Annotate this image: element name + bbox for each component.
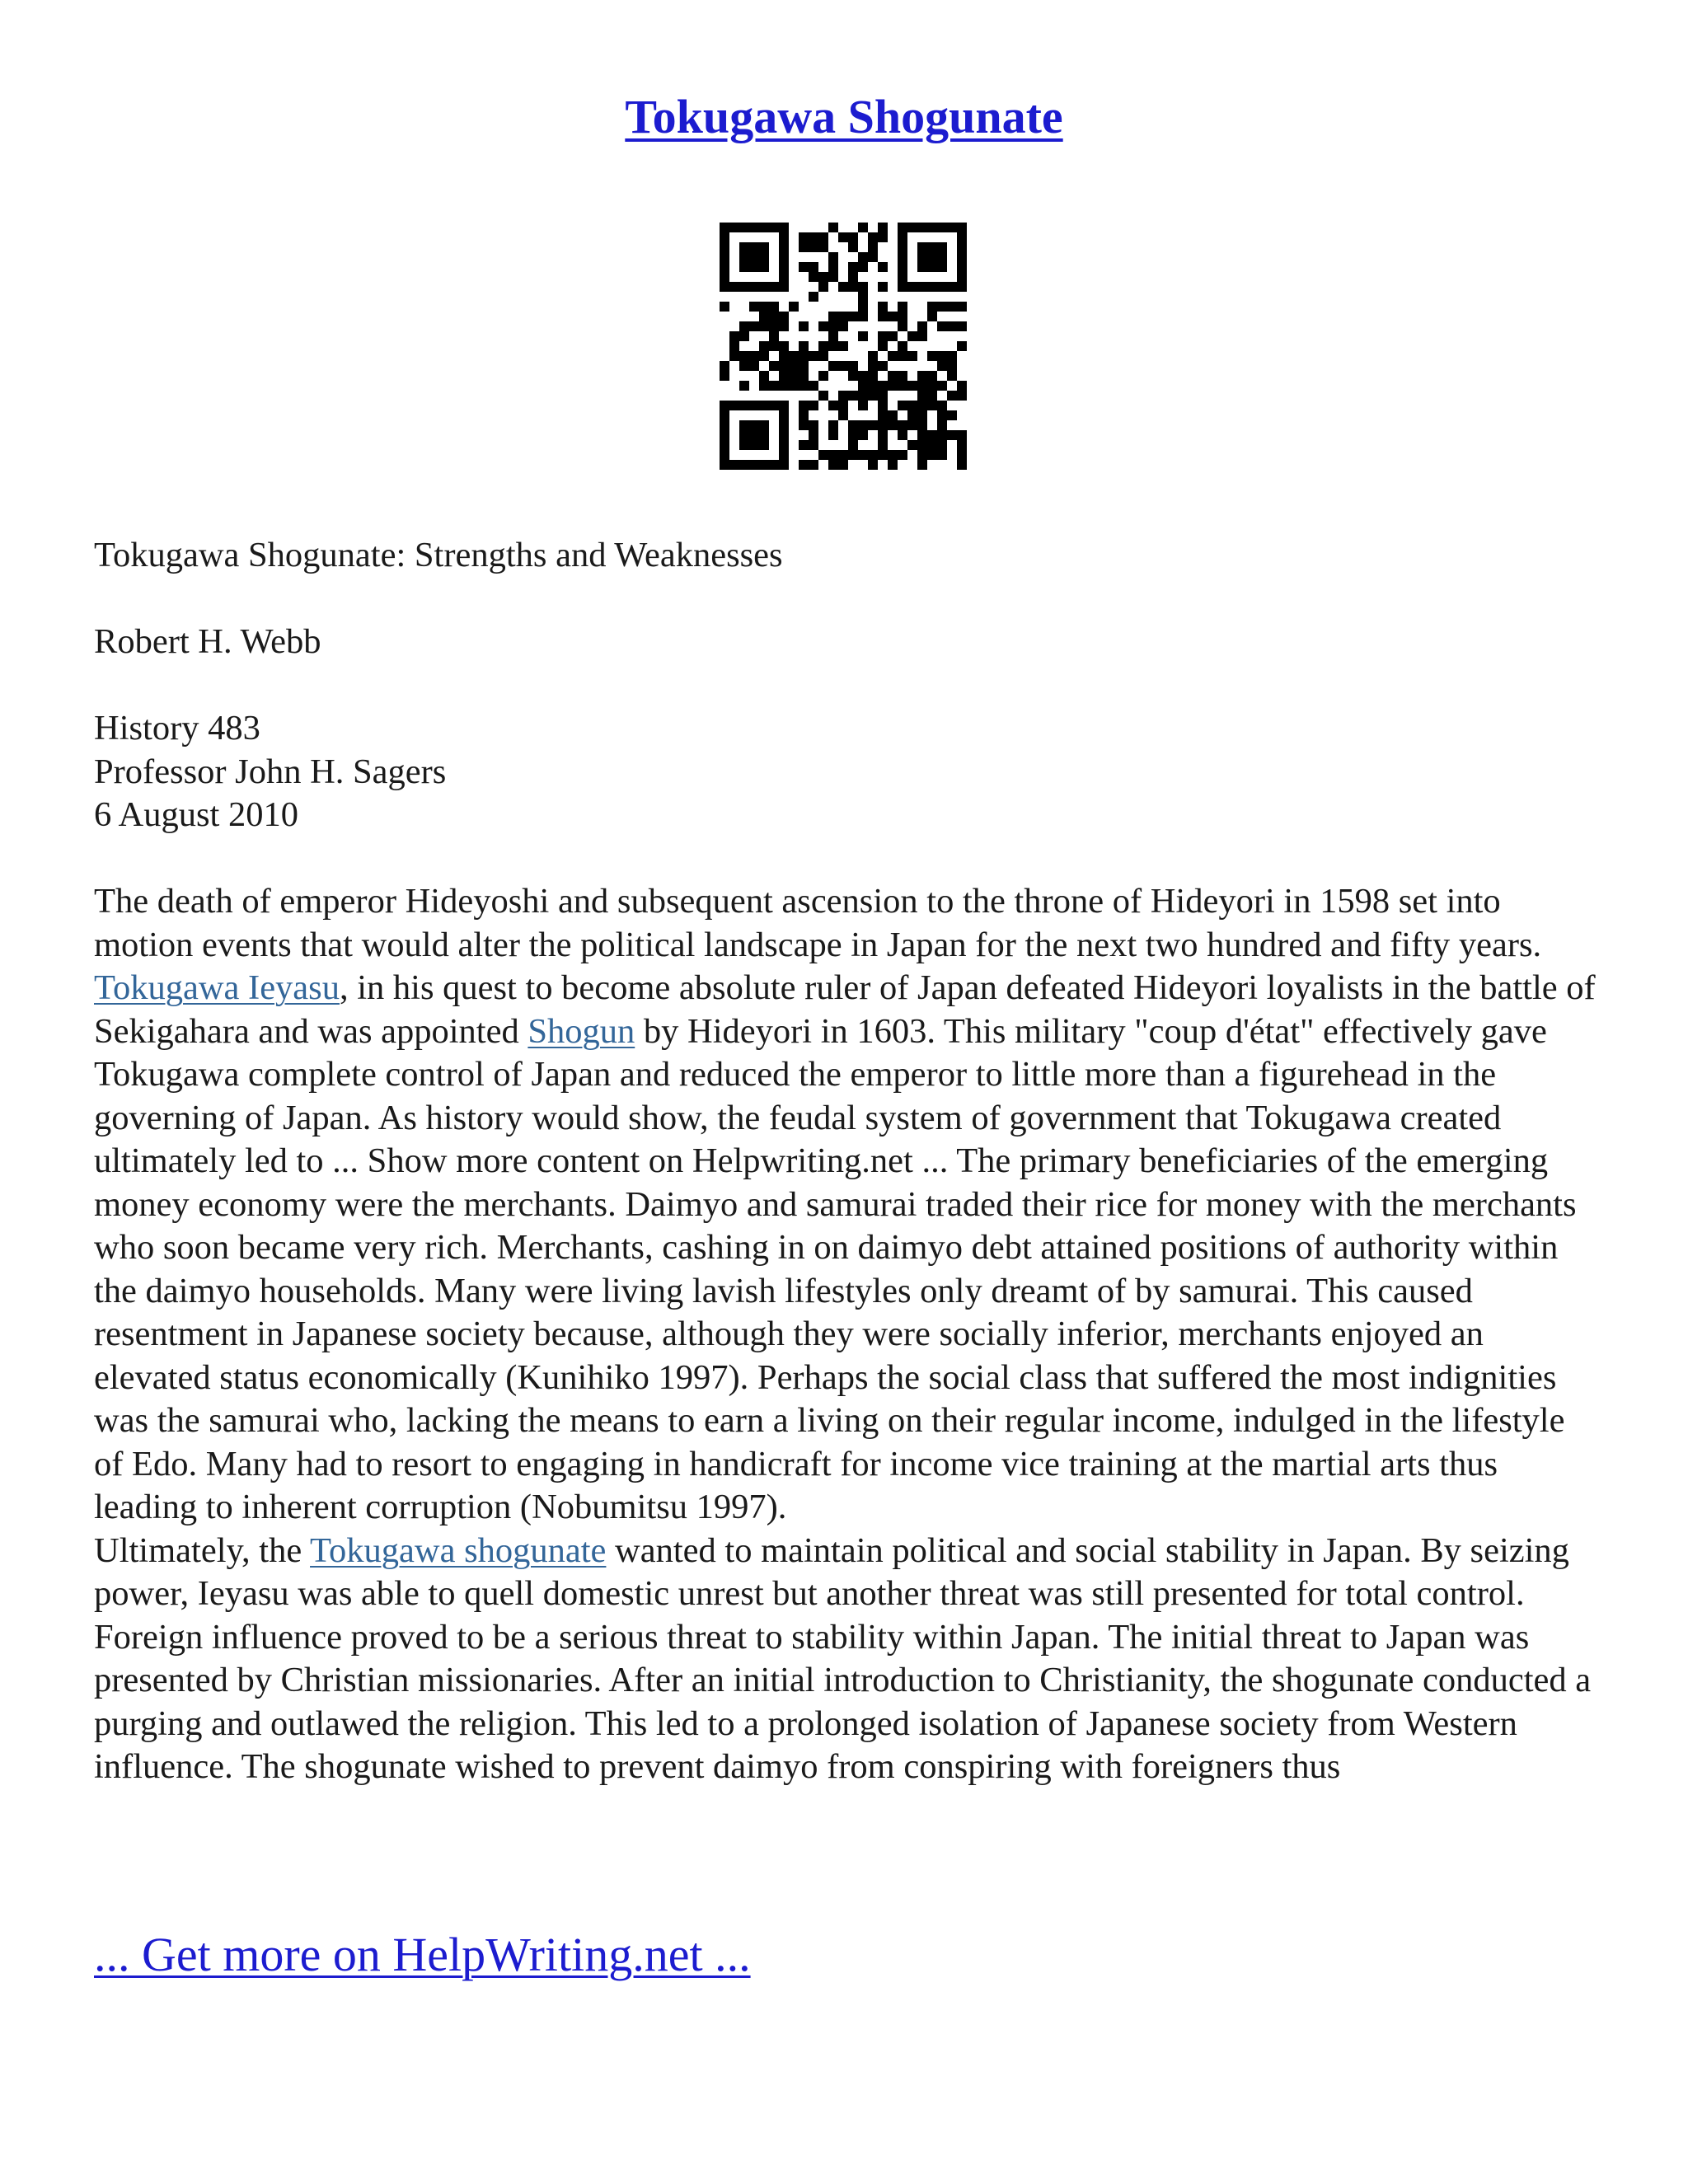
title-container [0,89,1688,144]
body-paragraph-2 [94,1530,1602,1789]
document-author: Robert H. Webb [94,622,321,661]
spacer [94,837,1602,881]
paragraph-text: , in his quest to become absolute ruler of Japan defeated Hideyori loyalists in the battle of Sekigahara and was appointed [94,968,1596,1051]
body-paragraph-1 [94,880,1602,1530]
document-body [94,534,1602,1789]
shogun-link[interactable]: Shogun [528,1011,635,1051]
paragraph-text: wanted to maintain political and social stability in Japan. By seizing power, Ieyasu was able to quell domestic unrest but another threat was still presented for total control. Foreign influence proved to be a serious threat to stability within Japan. The initial threat to Japan was presented by Christian missionaries. After an initial introduction to Christianity, the shogunate conducted a purging and outlawed the religion. This led to a prolonged isolation of Japanese society from Western influence. The shogunate wished to prevent daimyo from conspiring with foreigners thus [94,1530,1592,1786]
paragraph-text: by Hideyori in 1603. This military "coup d'état" effectively gave Tokugawa complete control of Japan and reduced the emperor to little more than a figurehead in the governing of Japan. As history would show, the feudal system of government that Tokugawa created ultimately led to ... Show more content on Helpwriting.net ... The primary beneficiaries of the emerging money economy were the merchants. Daimyo and samurai traded their rice for money with the merchants who soon became very rich. Merchants, cashing in on daimyo debt attained positions of authority within the daimyo households. Many were living lavish lifestyles only dreamt of by samurai. This caused resentment in Japanese society because, although they were socially inferior, merchants enjoyed an elevated status economically (Kunihiko 1997). Perhaps the social class that suffered the most indignities was the samurai who, lacking the means to earn a living on their regular income, indulged in the lifestyle of Edo. Many had to resort to engaging in handicraft for income vice training at the martial arts thus leading to inherent corruption (Nobumitsu 1997). [94,1011,1577,1526]
spacer [94,578,1602,621]
document-professor: Professor John H. Sagers [94,752,447,791]
document-subtitle: Tokugawa Shogunate: Strengths and Weaknesses [94,536,783,574]
document-title-link[interactable]: Tokugawa Shogunate [625,90,1063,143]
document-date: 6 August 2010 [94,795,298,834]
get-more-link[interactable]: ... Get more on HelpWriting.net ... [94,1928,751,1981]
spacer [94,664,1602,708]
paragraph-text: Ultimately, the [94,1530,311,1570]
document-course: History 483 [94,709,260,748]
qr-code [720,223,967,470]
tokugawa-shogunate-link[interactable]: Tokugawa shogunate [310,1530,607,1570]
paragraph-text: The death of emperor Hideyoshi and subsequent ascension to the throne of Hideyori in 1598 set into motion events that would alter the political landscape in Japan for the next two hundred and fifty years. [94,882,1542,964]
tokugawa-ieyasu-link[interactable]: Tokugawa Ieyasu [94,968,340,1007]
more-link-container [94,1927,751,1982]
